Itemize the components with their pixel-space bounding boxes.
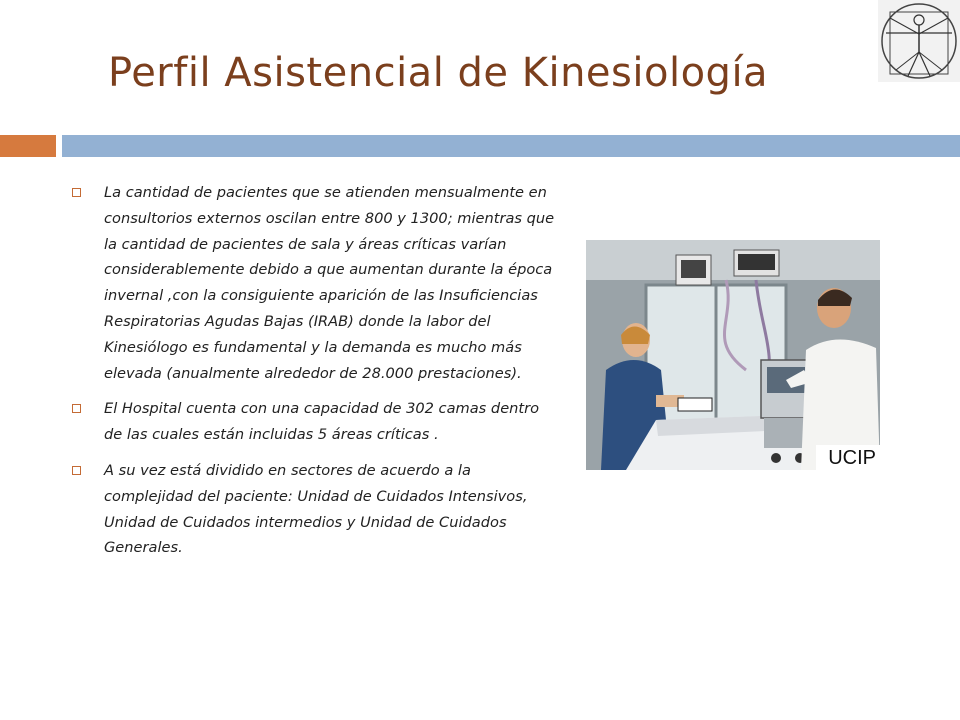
slide-title: Perfil Asistencial de Kinesiología xyxy=(108,50,769,96)
icu-photo xyxy=(586,240,880,470)
bullet-text: El Hospital cuenta con una capacidad de 302 camas dentro de las cuales están incluidas 5 áreas críticas . xyxy=(104,400,540,444)
square-bullet-icon xyxy=(72,188,81,197)
accent-bar-blue xyxy=(62,135,960,157)
bullet-list xyxy=(72,180,556,571)
square-bullet-icon xyxy=(72,404,81,413)
bullet-text: A su vez está dividido en sectores de acuerdo a la complejidad del paciente: Unidad de Cuidados Intensivos, Unidad de Cuidados intermedios y Unidad de Cuidados Generales. xyxy=(104,461,528,557)
bullet-item xyxy=(72,396,556,448)
bullet-item xyxy=(72,180,556,386)
bullet-item xyxy=(72,458,556,561)
bullet-text: La cantidad de pacientes que se atienden mensualmente en consultorios externos oscilan entre 800 y 1300; mientras que la cantidad de pacientes de sala y áreas críticas varían considerablemente debido a que aumentan durante la época invernal ,con la consiguiente aparición de las Insuficiencias Respiratorias Agudas Bajas (IRAB) donde la labor del Kinesiólogo es fundamental y la demanda es mucho más elevada (anualmente alrededor de 28.000 prestaciones). xyxy=(104,184,555,382)
accent-bar-orange xyxy=(0,135,56,157)
square-bullet-icon xyxy=(72,466,81,475)
photo-label: UCIP xyxy=(828,447,876,469)
vitruvian-man-icon xyxy=(878,0,960,82)
